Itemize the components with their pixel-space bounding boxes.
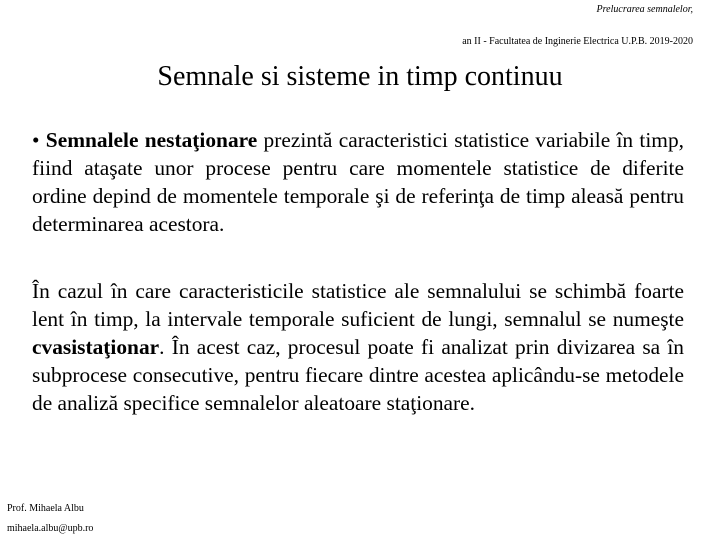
paragraph-nonstationary-text: prezintă caracteristici statistice variabile în timp, fiind ataşate unor procese pentru care momentele statistice de diferite ordine depind de momentele temporale şi de referinţa de timp aleasă pentru determinarea acestora. bbox=[32, 128, 684, 236]
footer-author: Prof. Mihaela Albu bbox=[7, 503, 84, 514]
paragraph-quasistationary-text-before: În cazul în care caracteristicile statistice ale semnalului se schimbă foarte lent în timp, la intervale temporale suficient de lungi, semnalul se numeşte bbox=[32, 279, 684, 331]
header-details: an II - Facultatea de Inginerie Electrica U.P.B. 2019-2020 bbox=[462, 36, 693, 47]
bullet: • bbox=[32, 128, 40, 152]
slide-title: Semnale si sisteme in timp continuu bbox=[157, 61, 563, 92]
header-course: Prelucrarea semnalelor, bbox=[596, 4, 693, 15]
footer-email: mihaela.albu@upb.ro bbox=[7, 523, 94, 534]
paragraph-quasistationary-text-after: . În acest caz, procesul poate fi analizat prin divizarea sa în subprocese consecutive, pentru fiecare dintre acestea aplicându-se metodele de analiză specifice semnalelor aleatoare staţionare. bbox=[32, 335, 684, 415]
paragraph-nonstationary bbox=[32, 126, 684, 238]
paragraph-quasistationary bbox=[32, 277, 684, 417]
term-nonstationary: Semnalele nestaţionare bbox=[45, 128, 258, 152]
term-quasistationary: cvasistaţionar bbox=[32, 335, 160, 359]
